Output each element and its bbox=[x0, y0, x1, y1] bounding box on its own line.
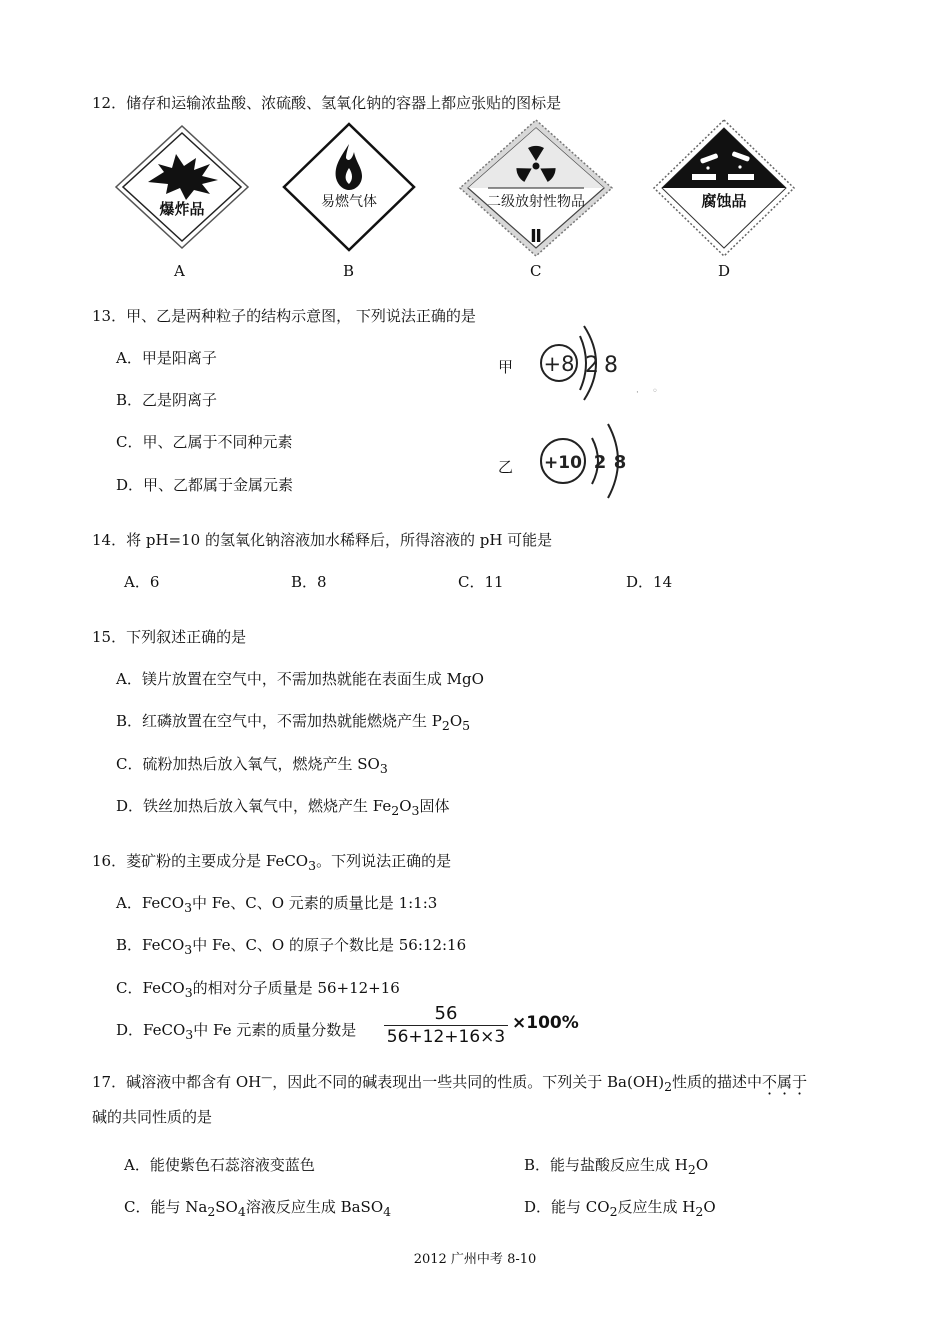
question-17-option-b: B．能与盐酸反应生成 $H_2O$ bbox=[524, 1156, 709, 1177]
fraction-numerator: 56 bbox=[434, 1003, 458, 1024]
page-footer: 2012 广州中考 8-10 bbox=[413, 1252, 537, 1267]
stray-mark-2: ◦ bbox=[652, 386, 658, 397]
question-16-option-c: C．FeCO$_3$的相对分子质量是 56+12+16 bbox=[116, 979, 400, 1000]
radioactive-sign-icon bbox=[458, 118, 614, 258]
fraction-denominator: 56+12+16×3 bbox=[386, 1027, 506, 1047]
flammable-gas-sign-icon bbox=[282, 122, 416, 252]
particle-structure-diagram-jia bbox=[536, 318, 636, 412]
question-15-option-a: A．镁片放置在空气中，不需加热就能在表面生成 MgO bbox=[116, 670, 484, 688]
mass-fraction-formula bbox=[384, 1004, 508, 1047]
question-14-option-c: C．11 bbox=[458, 573, 504, 591]
corrosive-sign-icon bbox=[652, 118, 796, 258]
question-14-stem: 14．将 pH=10 的氢氧化钠溶液加水稀释后，所得溶液的 pH 可能是 bbox=[92, 531, 553, 549]
fraction-multiplier: ×100% bbox=[512, 1013, 579, 1033]
question-16-option-d: D．FeCO$_3$中 Fe 元素的质量分数是 bbox=[116, 1021, 357, 1042]
diagram-label-jia: 甲 bbox=[498, 358, 514, 376]
emphasis-char: 于 bbox=[792, 1073, 808, 1091]
explosive-sign-label: 爆炸品 bbox=[159, 200, 205, 218]
question-13-option-d: D．甲、乙都属于金属元素 bbox=[116, 476, 294, 494]
nucleus-charge-yi: +10 bbox=[544, 453, 582, 473]
corrosive-sign-label: 腐蚀品 bbox=[701, 192, 747, 210]
radioactive-sign-label: 二级放射性物品 bbox=[487, 194, 585, 210]
question-17-line-1: 17．碱溶液中都含有 OH—，因此不同的碱表现出一些共同的性质。下列关于 $Ba(OH)_2$性质的描述中不属于 bbox=[92, 1071, 808, 1094]
option-letter-a: A bbox=[174, 262, 185, 280]
question-13-stem: 13．甲、乙是两种粒子的结构示意图， 下列说法正确的是 bbox=[92, 307, 476, 325]
question-14-option-d: D．14 bbox=[626, 573, 673, 591]
question-17-option-a: A．能使紫色石蕊溶液变蓝色 bbox=[124, 1156, 315, 1174]
question-16-option-a: A．FeCO$_3$中 Fe、C、O 元素的质量比是 1:1:3 bbox=[116, 894, 438, 915]
radioactive-class-label: Ⅱ bbox=[530, 226, 542, 247]
question-17-option-d: D．能与 $CO_2$反应生成 $H_2O$ bbox=[524, 1198, 716, 1219]
shell-electrons-yi-1: 2 bbox=[593, 452, 607, 473]
option-letter-c: C bbox=[530, 262, 542, 280]
particle-structure-diagram-yi bbox=[536, 418, 636, 502]
question-12-stem: 12．储存和运输浓盐酸、浓硫酸、氢氧化钠的容器上都应张贴的图标是 bbox=[92, 94, 562, 112]
question-13-option-c: C．甲、乙属于不同种元素 bbox=[116, 433, 293, 451]
question-15-option-d: D．铁丝加热后放入氧气中，燃烧产生 $Fe_2O_3$固体 bbox=[116, 797, 450, 818]
question-15-option-c: C．硫粉加热后放入氧气，燃烧产生 $SO_3$ bbox=[116, 755, 388, 776]
question-17-line-2: 碱的共同性质的是 bbox=[92, 1108, 213, 1126]
option-letter-d: D bbox=[718, 262, 731, 280]
diagram-label-yi: 乙 bbox=[498, 458, 514, 476]
question-14-option-b: B．8 bbox=[291, 573, 327, 591]
stray-mark: · bbox=[636, 388, 639, 398]
question-13-option-a: A．甲是阳离子 bbox=[116, 349, 217, 367]
question-15-stem: 15．下列叙述正确的是 bbox=[92, 628, 247, 646]
flammable-gas-sign-label: 易燃气体 bbox=[321, 194, 377, 210]
question-17-option-c: C．能与 $Na_2SO_4$溶液反应生成 BaSO$_4$ bbox=[124, 1198, 392, 1219]
shell-electrons-yi-2: 8 bbox=[613, 452, 627, 473]
option-letter-b: B bbox=[343, 262, 355, 280]
fraction-bar bbox=[384, 1025, 508, 1026]
emphasis-char: 不 bbox=[762, 1073, 778, 1091]
nucleus-charge-jia: +8 bbox=[543, 352, 575, 376]
explosive-sign-icon bbox=[114, 124, 250, 250]
emphasis-char: 属 bbox=[777, 1073, 793, 1091]
question-16-option-b: B．FeCO$_3$中 Fe、C、O 的原子个数比是 56:12:16 bbox=[116, 936, 467, 957]
shell-electrons-jia-2: 8 bbox=[604, 353, 618, 378]
question-15-option-b: B．红磷放置在空气中，不需加热就能燃烧产生 $P_2O_5$ bbox=[116, 712, 471, 733]
question-16-stem: 16．菱矿粉的主要成分是 FeCO$_3$。下列说法正确的是 bbox=[92, 852, 452, 873]
question-13-option-b: B．乙是阴离子 bbox=[116, 391, 218, 409]
question-14-option-a: A．6 bbox=[124, 573, 160, 591]
shell-electrons-jia-1: 2 bbox=[585, 353, 599, 378]
